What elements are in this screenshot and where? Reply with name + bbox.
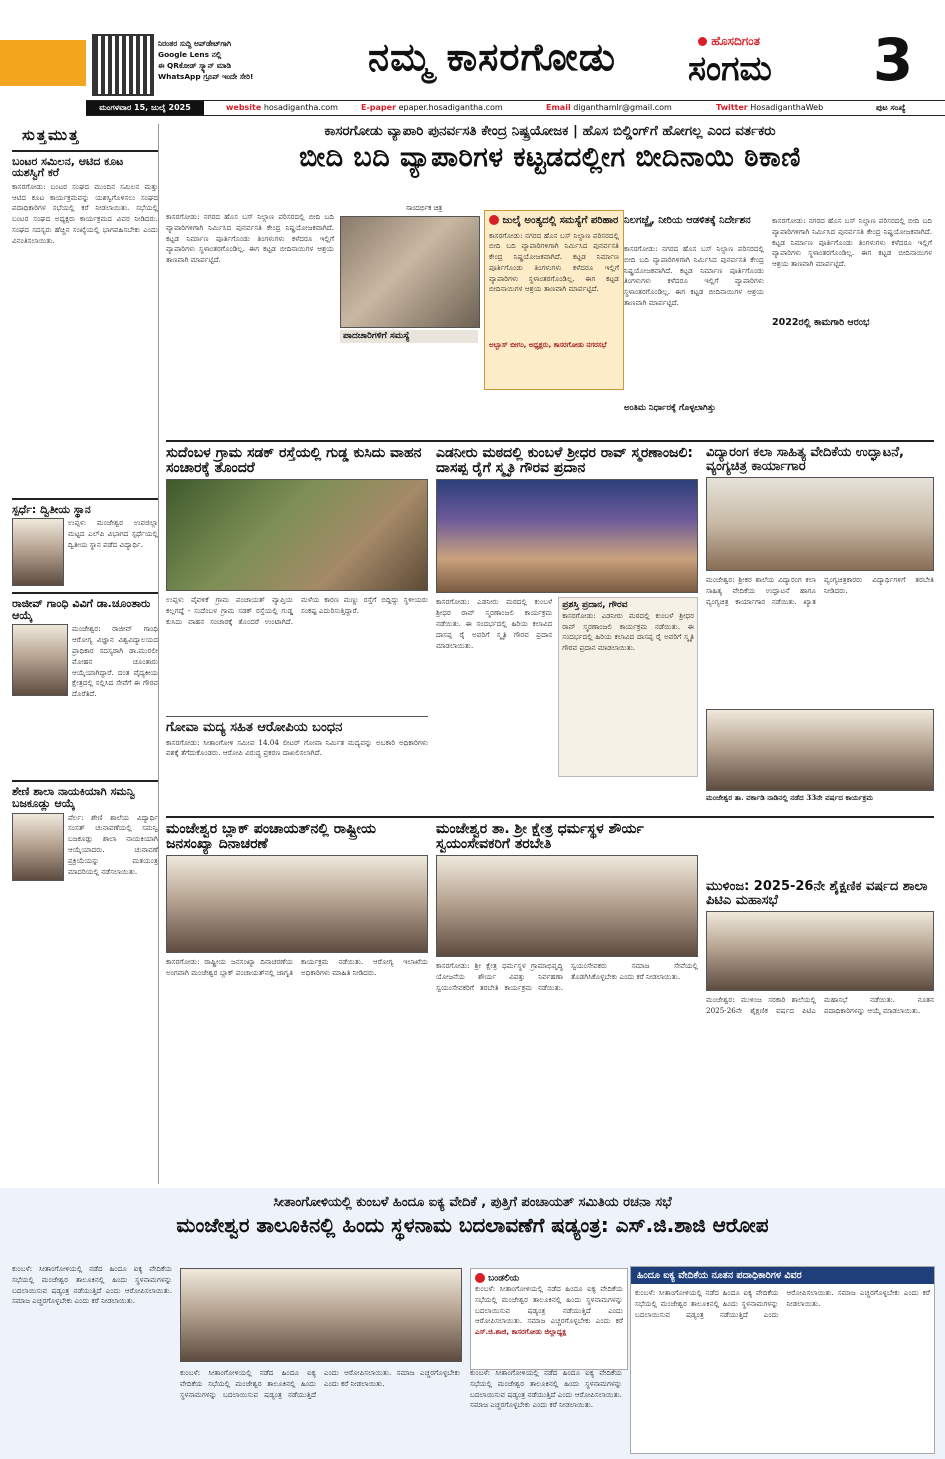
box-footer: ಅಬ್ಬಾಸ್ ಬೀಗಂ, ಅಧ್ಯಕ್ಷರು, ಕಾಸರಗೋಡು ನಗರಸಭೆ <box>489 340 607 349</box>
award-box-body: ಕಾಸರಗೋಡು: ಎಡನೀರು ಮಠದಲ್ಲಿ ಕುಂಬಳೆ ಶ್ರೀಧರ ರಾವ್ ಸ್ಮರಣಾಂಜಲಿ ಕಾರ್ಯಕ್ರಮ ನಡೆಯಿತು. ಈ ಸಂದರ್ಭದಲ್ಲಿ ಹಿರಿಯ ಕಲಾವಿದ ದಾಸಪ್ಪ ರೈ ಅವರಿಗೆ ಸ್ಮೃತಿ ಗೌರವ ಪ್ರದಾನ ಮಾಡಲಾಯಿತು. <box>562 610 694 653</box>
masthead-title: ನಮ್ಮ ಕಾಸರಗೋಡು <box>367 35 616 79</box>
lead-subhead: ನಿಲಗಜ್ಜೈ, ನೀರಿಯ ಆಡಳಿತಕ್ಕೆ ನಿರ್ದೇಶನ <box>624 215 751 226</box>
award-box-title: ಪ್ರಶಸ್ತಿ ಪ್ರದಾನ, ಗೌರವ <box>562 600 628 611</box>
link-website[interactable] <box>226 101 338 115</box>
qr-note-line: WhatsApp ಗ್ರೂಪ್ ಇಂದೇ ಸೇರಿ! <box>158 72 254 82</box>
lead-subhead: ಪಾದಚಾರಿಗಳಿಗೆ ಸಮಸ್ಯೆ <box>340 330 478 343</box>
page-number: 3 <box>872 26 914 94</box>
sidebar-headline: ಬಂಟರ ಸಮಿಲನ, ಆಟಿದ ಕೂಟ ಯಶಸ್ವಿಗೆ ಕರೆ <box>12 154 124 180</box>
story-pta <box>706 880 934 1180</box>
story-headline: ಎಡನೀರು ಮಠದಲ್ಲಿ ಕುಂಬಳೆ ಶ್ರೀಧರ ರಾವ್ ಸ್ಮರಣಾಂಜಲಿ: ದಾಸಪ್ಪ ರೈಗೆ ಸ್ಮೃತಿ ಗೌರವ ಪ್ರದಾನ <box>436 445 693 476</box>
quote-box <box>470 1268 628 1370</box>
office-bearers-body: ಕುಂಬಳೆ: ಸೀತಾಂಗೋಳಿಯಲ್ಲಿ ನಡೆದ ಹಿಂದೂ ಐಕ್ಯ ವೇದಿಕೆಯ ಸಭೆಯಲ್ಲಿ ಮಂಜೇಶ್ವರ ತಾಲೂಕಿನಲ್ಲಿ ಹಿಂದು ಸ್ಥಳನಾಮಗಳನ್ನು ಬದಲಾಯಿಸುವ ಷಡ್ಯಂತ್ರ ನಡೆಯುತ್ತಿದೆ ಎಂದು ಆರೋಪಿಸಲಾಯಿತು. ಸಮಾಜ ಎಚ್ಚರಗೊಳ್ಳಬೇಕು ಎಂದು ಕರೆ ನೀಡಲಾಯಿತು. <box>635 1288 930 1319</box>
quote-icon <box>489 215 499 225</box>
story-edaneer <box>436 446 698 816</box>
link-label: Twitter <box>716 103 748 112</box>
volunteers-photo <box>436 855 698 957</box>
date-label: ಮಂಗಳವಾರ 15, ಜುಲೈ 2025 <box>86 101 204 115</box>
award-box <box>558 597 698 777</box>
bottom-body: ಕುಂಬಳೆ: ಸೀತಾಂಗೋಳಿಯಲ್ಲಿ ನಡೆದ ಹಿಂದೂ ಐಕ್ಯ ವೇದಿಕೆಯ ಸಭೆಯಲ್ಲಿ ಮಂಜೇಶ್ವರ ತಾಲೂಕಿನಲ್ಲಿ ಹಿಂದು ಸ್ಥಳನಾಮಗಳನ್ನು ಬದಲಾಯಿಸುವ ಷಡ್ಯಂತ್ರ ನಡೆಯುತ್ತಿದೆ ಎಂದು ಆರೋಪಿಸಲಾಯಿತು. ಸಮಾಜ ಎಚ್ಚರಗೊಳ್ಳಬೇಕು ಎಂದು ಕರೆ ನೀಡಲಾಯಿತು. <box>180 1368 460 1399</box>
sidebar-body: ಕಾಸರಗೋಡು: ಬಂಟರ ಸಂಘದ ಮುಂದಿನ ಸಮಿಲನ ಮತ್ತು ಆಟಿದ ಕೂಟ ಕಾರ್ಯಕ್ರಮವನ್ನು ಯಶಸ್ವಿಗೊಳಿಸಲು ಸಂಘದ ಪದಾಧಿಕಾರಿಗಳ ಸಭೆಯಲ್ಲಿ ಕರೆ ನೀಡಲಾಯಿತು. ಸಭೆಯಲ್ಲಿ ಬಂಟರ ಸಂಘದ ಅಧ್ಯಕ್ಷರು ಕಾರ್ಯಕ್ರಮದ ವಿವರ ನೀಡಿದರು. ಸಂಘದ ಸದಸ್ಯರು ಹೆಚ್ಚಿನ ಸಂಖ್ಯೆಯಲ್ಲಿ ಭಾಗವಹಿಸಬೇಕು ಎಂದು ವಿನಂತಿಸಲಾಯಿತು. <box>12 181 158 245</box>
sidebar-item <box>12 780 158 982</box>
quote-box-body: ಕುಂಬಳೆ: ಸೀತಾಂಗೋಳಿಯಲ್ಲಿ ನಡೆದ ಹಿಂದೂ ಐಕ್ಯ ವೇದಿಕೆಯ ಸಭೆಯಲ್ಲಿ ಮಂಜೇಶ್ವರ ತಾಲೂಕಿನಲ್ಲಿ ಹಿಂದು ಸ್ಥಳನಾಮಗಳನ್ನು ಬದಲಾಯಿಸುವ ಷಡ್ಯಂತ್ರ ನಡೆಯುತ್ತಿದೆ ಎಂದು ಆರೋಪಿಸಲಾಯಿತು. ಸಮಾಜ ಎಚ್ಚರಗೊಳ್ಳಬೇಕು ಎಂದು ಕರೆ <box>475 1283 623 1326</box>
meeting-hall-photo <box>180 1268 462 1362</box>
story-headline: ಗೋವಾ ಮದ್ಯ ಸಹಿತ ಆರೋಪಿಯ ಬಂಧನ <box>166 720 343 735</box>
sidebar-item <box>12 498 158 587</box>
brand-stripe <box>0 40 86 86</box>
ceremony-photo <box>436 479 698 593</box>
link-value: hosadigantha.com <box>263 103 338 112</box>
story-body: ಕಾಸರಗೋಡು: ಶ್ರೀ ಕ್ಷೇತ್ರ ಧರ್ಮಸ್ಥಳ ಗ್ರಾಮಾಭಿವೃದ್ಧಿ ಯೋಜನೆಯ ಶೌರ್ಯ ವಿಪತ್ತು ನಿರ್ವಹಣಾ ಸ್ವಯಂಸೇವಕರಿಗೆ ತರಬೇತಿ ಕಾರ್ಯಕ್ರಮ ನಡೆಯಿತು. ಸ್ವಯಂಸೇವಕರು ಸಮಾಜ ಸೇವೆಯಲ್ಲಿ ತೊಡಗಿಸಿಕೊಳ್ಳಬೇಕು ಎಂದು ಕರೆ ನೀಡಲಾಯಿತು. <box>436 961 698 992</box>
brand-dot-icon <box>698 37 707 46</box>
sidebar-item <box>12 592 158 774</box>
link-epaper[interactable] <box>361 101 503 115</box>
link-email[interactable] <box>546 101 672 115</box>
lead-story <box>166 124 934 436</box>
brand-small: ಹೊಸದಿಗಂತ <box>711 34 760 48</box>
bottom-body: ಕುಂಬಳೆ: ಸೀತಾಂಗೋಳಿಯಲ್ಲಿ ನಡೆದ ಹಿಂದೂ ಐಕ್ಯ ವೇದಿಕೆಯ ಸಭೆಯಲ್ಲಿ ಮಂಜೇಶ್ವರ ತಾಲೂಕಿನಲ್ಲಿ ಹಿಂದು ಸ್ಥಳನಾಮಗಳನ್ನು ಬದಲಾಯಿಸುವ ಷಡ್ಯಂತ್ರ ನಡೆಯುತ್ತಿದೆ ಎಂದು ಆರೋಪಿಸಲಾಯಿತು. ಸಮಾಜ ಎಚ್ಚರಗೊಳ್ಳಬೇಕು ಎಂದು ಕರೆ ನೀಡಲಾಯಿತು. <box>12 1264 172 1306</box>
story-headline: ಸುದೆಂಬಳ ಗ್ರಾಮ ಸಡಕ್ ರಸ್ತೆಯಲ್ಲಿ ಗುಡ್ಡ ಕುಸಿದು ವಾಹನ ಸಂಚಾರಕ್ಕೆ ತೊಂದರೆ <box>166 445 422 476</box>
hosadigantha-logo <box>698 34 760 49</box>
sidebar-body: ಮಂಜೇಶ್ವರ: ರಾಜೀವ್ ಗಾಂಧಿ ಆರೋಗ್ಯ ವಿಜ್ಞಾನ ವಿಶ್ವವಿದ್ಯಾಲಯದ ಪ್ರಾಧಿಕಾರ ಸದಸ್ಯರಾಗಿ ಡಾ.ಮುರಲೀ ಮೋಹನ ಚೂಂತಾರು ಆಯ್ಕೆಯಾಗಿದ್ದಾರೆ. ದಂತ ವೈದ್ಯಕೀಯ ಕ್ಷೇತ್ರದಲ್ಲಿ ಸಲ್ಲಿಸಿದ ಸೇವೆಗೆ ಈ ಗೌರವ ದೊರೆತಿದೆ. <box>72 624 158 699</box>
qr-code <box>92 34 154 96</box>
quote-box-title-text: ಬಂಡಲಿಯ <box>488 1273 520 1284</box>
sidebar-item <box>12 150 158 492</box>
lead-body: ಕಾಸರಗೋಡು: ನಗರದ ಹೊಸ ಬಸ್ ನಿಲ್ದಾಣ ಪರಿಸರದಲ್ಲಿ ಬೀದಿ ಬದಿ ವ್ಯಾಪಾರಿಗಳಿಗಾಗಿ ನಿರ್ಮಿಸಿದ ಪುನರ್ವಸತಿ ಕೇಂದ್ರ ನಿಷ್ಪ್ರಯೋಜಕವಾಗಿದೆ. ಕಟ್ಟಡ ನಿರ್ಮಾಣ ಪೂರ್ತಿಗೊಂಡು ತಿಂಗಳುಗಳು ಕಳೆದರೂ ಇಲ್ಲಿಗೆ ವ್ಯಾಪಾರಿಗಳು ಸ್ಥಳಾಂತರಗೊಂಡಿಲ್ಲ. ಈಗ ಕಟ್ಟಡ ಬೀದಿನಾಯಿಗಳ ಆಶ್ರಯ ತಾಣವಾಗಿ ಮಾರ್ಪಟ್ಟಿದೆ. <box>166 212 334 265</box>
bottom-story <box>0 1188 945 1459</box>
sidebar-headline: ಶೇಣಿ ಶಾಲಾ ನಾಯಕಿಯಾಗಿ ಸಮನ್ವಿ ಬಜಕೂಡ್ಲು ಆಯ್ಕೆ <box>12 785 135 811</box>
story-goa-liquor <box>166 716 428 817</box>
story-headline: ಮಂಜೇಶ್ವರ ಬ್ಲಾಕ್ ಪಂಚಾಯತ್‌ನಲ್ಲಿ ರಾಷ್ಟ್ರೀಯ ಜನಸಂಖ್ಯಾ ದಿನಾಚರಣೆ <box>166 821 377 852</box>
story-vidyaranga <box>706 446 934 816</box>
story-body: ಕಾಸರಗೋಡು: ಎಡನೀರು ಮಠದಲ್ಲಿ ಕುಂಬಳೆ ಶ್ರೀಧರ ರಾವ್ ಸ್ಮರಣಾಂಜಲಿ ಕಾರ್ಯಕ್ರಮ ನಡೆಯಿತು. ಈ ಸಂದರ್ಭದಲ್ಲಿ ಹಿರಿಯ ಕಲಾವಿದ ದಾಸಪ್ಪ ರೈ ಅವರಿಗೆ ಸ್ಮೃತಿ ಗೌರವ ಪ್ರದಾನ ಮಾಡಲಾಯಿತು. <box>436 597 553 650</box>
story-body: ಕಾಸರಗೋಡು: ರಾಷ್ಟ್ರೀಯ ಜನಸಂಖ್ಯಾ ದಿನಾಚರಣೆಯ ಅಂಗವಾಗಿ ಮಂಜೇಶ್ವರ ಬ್ಲಾಕ್ ಪಂಚಾಯತ್‌ನಲ್ಲಿ ಜಾಗೃತಿ ಕಾರ್ಯಕ್ರಮ ನಡೆಯಿತು. ಆರೋಗ್ಯ ಇಲಾಖೆಯ ಅಧಿಕಾರಿಗಳು ಮಾಹಿತಿ ನೀಡಿದರು. <box>166 957 428 978</box>
story-body: ಮಂಜೇಶ್ವರ: ಮುಳಿಂಜ ಸರಕಾರಿ ಶಾಲೆಯಲ್ಲಿ 2025-26ನೇ ಶೈಕ್ಷಣಿಕ ವರ್ಷದ ಪಿಟಿಎ ಮಹಾಸಭೆ ನಡೆಯಿತು. ನೂತನ ಪದಾಧಿಕಾರಿಗಳನ್ನು ಆಯ್ಕೆ ಮಾಡಲಾಯಿತು. <box>706 995 934 1016</box>
lead-photo <box>340 216 480 328</box>
quote-icon <box>475 1273 485 1283</box>
divider <box>166 816 934 818</box>
sidebar-body: ಪೆರ್ಲ: ಶೇಣಿ ಶಾಲೆಯ ವಿದ್ಯಾರ್ಥಿ ಸಂಸತ್ ಚುನಾವಣೆಯಲ್ಲಿ ಸಮನ್ವಿ ಬಜಕೂಡ್ಲು ಶಾಲಾ ನಾಯಕಿಯಾಗಿ ಆಯ್ಕೆಯಾದರು. ಚುನಾವಣೆ ಪ್ರಕ್ರಿಯೆಯನ್ನು ಮತಯಂತ್ರ ಮಾದರಿಯಲ್ಲಿ ನಡೆಸಲಾಯಿತು. <box>68 812 158 876</box>
bottom-kicker: ಸೀತಾಂಗೋಳಿಯಲ್ಲಿ ಕುಂಬಳೆ ಹಿಂದೂ ಐಕ್ಯ ವೇದಿಕೆ , ಪುತ್ತಿಗೆ ಪಂಚಾಯತ್ ಸಮಿತಿಯ ರಚನಾ ಸಭೆ <box>273 1195 672 1210</box>
lead-subhead: 2022ರಲ್ಲಿ ಕಾಮಗಾರಿ ಆರಂಭ <box>772 317 870 328</box>
box-title <box>489 215 619 227</box>
meeting-photo <box>166 855 428 953</box>
office-bearers-title: ಹಿಂದೂ ಐಕ್ಯ ವೇದಿಕೆಯ ನೂತನ ಪದಾಧಿಕಾರಿಗಳ ವಿವರ <box>631 1267 934 1284</box>
lead-subhead: ಅಂತಿಮ ನಿರ್ಧಾರಕ್ಕೆ ಗೊಳ್ಳಲಾಗಿತ್ತು <box>624 403 716 413</box>
story-shaurya <box>436 822 698 1182</box>
qr-note <box>158 38 308 82</box>
event-photo <box>706 709 934 791</box>
doctor-photo <box>12 624 68 696</box>
story-headline: ಮುಳಿಂಜ: 2025-26ನೇ ಶೈಕ್ಷಣಿಕ ವರ್ಷದ ಶಾಲಾ ಪಿಟಿಎ ಮಹಾಸಭೆ <box>706 879 928 908</box>
student-leader-photo <box>12 813 64 881</box>
pta-photo <box>706 911 934 991</box>
link-label: E-paper <box>361 103 397 112</box>
lead-headline: ಬೀದಿ ಬದಿ ವ್ಯಾಪಾರಿಗಳ ಕಟ್ಟಡದಲ್ಲೀಗ ಬೀದಿನಾಯಿ ಠಿಕಾಣಿ <box>299 142 801 174</box>
story-body: ಕಾಸರಗೋಡು: ಸೀತಾಂಗೋಳಿ ಸಮೀಪ 14.04 ಲೀಟರ್ ಗೋವಾ ನಿರ್ಮಿತ ಮದ್ಯವನ್ನು ಅಬಕಾರಿ ಅಧಿಕಾರಿಗಳು ವಶಕ್ಕೆ ತೆಗೆದುಕೊಂಡರು. ಆರೋಪಿ ವಿರುದ್ಧ ಪ್ರಕರಣ ದಾಖಲಿಸಲಾಗಿದೆ. <box>166 737 428 758</box>
pages-label: ಪುಟ ಸಂಖ್ಯೆ <box>876 103 906 112</box>
divider <box>166 440 934 442</box>
qr-note-line: ಈ QRಕೋಡ್ ಸ್ಕ್ಯಾನ್ ಮಾಡಿ <box>158 61 232 71</box>
qr-note-line: Google Lens ನಲ್ಲಿ <box>158 50 222 60</box>
box-title-text: ಜುಲೈ ಅಂತ್ಯದಲ್ಲಿ ಸಮಸ್ಯೆಗೆ ಪರಿಹಾರ <box>502 215 619 226</box>
link-value: epaper.hosadigantha.com <box>398 103 503 112</box>
link-label: website <box>226 103 262 112</box>
sidebar <box>12 124 159 1184</box>
quote-box-footer: ಎಸ್.ಜಿ.ಶಾಜಿ, ಕಾಸರಗೋಡು ಜಿಲ್ಲಾಧ್ಯಕ್ಷ <box>475 1327 567 1336</box>
bottom-headline: ಮಂಜೇಶ್ವರ ತಾಲೂಕಿನಲ್ಲಿ ಹಿಂದು ಸ್ಥಳನಾಮ ಬದಲಾವಣೆಗೆ ಷಡ್ಯಂತ್ರ: ಎಸ್.ಜಿ.ಶಾಜಿ ಆರೋಪ <box>176 1212 769 1237</box>
sidebar-section-title: ಸುತ್ತಮುತ್ತ <box>22 126 81 144</box>
quote-box-title <box>475 1273 623 1284</box>
photo-caption: ಮಂಜೇಶ್ವರ ತಾ. ವರ್ಕಾಡಿ ನಾಡಿನಲ್ಲಿ ನಡೆದ 33ನೇ ವರ್ಷದ ಕಾರ್ಯಕ್ರಮ <box>706 793 874 803</box>
link-twitter[interactable] <box>716 101 823 115</box>
story-body: ಮಂಜೇಶ್ವರ: ಶ್ರೀಕರ ಶಾಲೆಯ ವಿದ್ಯಾರಂಗ ಕಲಾ ಸಾಹಿತ್ಯ ವೇದಿಕೆಯ ಉದ್ಘಾಟನೆ ಹಾಗೂ ವ್ಯಂಗ್ಯಚಿತ್ರ ಕಾರ್ಯಾಗಾರ ನಡೆಯಿತು. ಖ್ಯಾತ ವ್ಯಂಗ್ಯಚಿತ್ರಕಾರರು ವಿದ್ಯಾರ್ಥಿಗಳಿಗೆ ತರಬೇತಿ ನೀಡಿದರು. <box>706 575 934 606</box>
lead-info-box <box>484 210 624 390</box>
bottom-body: ಕುಂಬಳೆ: ಸೀತಾಂಗೋಳಿಯಲ್ಲಿ ನಡೆದ ಹಿಂದೂ ಐಕ್ಯ ವೇದಿಕೆಯ ಸಭೆಯಲ್ಲಿ ಮಂಜೇಶ್ವರ ತಾಲೂಕಿನಲ್ಲಿ ಹಿಂದು ಸ್ಥಳನಾಮಗಳನ್ನು ಬದಲಾಯಿಸುವ ಷಡ್ಯಂತ್ರ ನಡೆಯುತ್ತಿದೆ ಎಂದು ಆರೋಪಿಸಲಾಯಿತು. ಸಮಾಜ ಎಚ್ಚರಗೊಳ್ಳಬೇಕು ಎಂದು ಕರೆ ನೀಡಲಾಯಿತು. <box>470 1368 622 1410</box>
story-population-day <box>166 822 428 1182</box>
link-value: HosadiganthaWeb <box>750 103 824 112</box>
sidebar-headline: ರಾಜೀವ್ ಗಾಂಧಿ ವಿವಿಗೆ ಡಾ.ಚೂಂತಾರು ಆಯ್ಕೆ <box>12 597 151 622</box>
story-headline: ವಿದ್ಯಾರಂಗ ಕಲಾ ಸಾಹಿತ್ಯ ವೇದಿಕೆಯ ಉದ್ಘಾಟನೆ, ವ್ಯಂಗ್ಯಚಿತ್ರ ಕಾರ್ಯಾಗಾರ <box>706 445 904 474</box>
date-bar <box>86 100 945 116</box>
link-value: diganthamlr@gmail.com <box>573 103 672 112</box>
masthead <box>0 0 945 118</box>
sidebar-body: ಉಪ್ಪಳ: ಮಂಜೇಶ್ವರ ಉಪಜಿಲ್ಲಾ ಮಟ್ಟದ ಎಲ್‌ಪಿ ವಿಭಾಗದ ಸ್ಪರ್ಧೆಯಲ್ಲಿ ದ್ವಿತೀಯ ಸ್ಥಾನ ಪಡೆದ ವಿದ್ಯಾರ್ಥಿ. <box>68 518 158 549</box>
lead-body: ಕಾಸರಗೋಡು: ನಗರದ ಹೊಸ ಬಸ್ ನಿಲ್ದಾಣ ಪರಿಸರದಲ್ಲಿ ಬೀದಿ ಬದಿ ವ್ಯಾಪಾರಿಗಳಿಗಾಗಿ ನಿರ್ಮಿಸಿದ ಪುನರ್ವಸತಿ ಕೇಂದ್ರ ನಿಷ್ಪ್ರಯೋಜಕವಾಗಿದೆ. ಕಟ್ಟಡ ನಿರ್ಮಾಣ ಪೂರ್ತಿಗೊಂಡು ತಿಂಗಳುಗಳು ಕಳೆದರೂ ಇಲ್ಲಿಗೆ ವ್ಯಾಪಾರಿಗಳು ಸ್ಥಳಾಂತರಗೊಂಡಿಲ್ಲ. ಈಗ ಕಟ್ಟಡ ಬೀದಿನಾಯಿಗಳ ಆಶ್ರಯ ತಾಣವಾಗಿ ಮಾರ್ಪಟ್ಟಿದೆ. <box>624 244 764 307</box>
sidebar-headline: ಸ್ಪರ್ಧೆ: ದ್ವಿತೀಯ ಸ್ಥಾನ <box>12 502 91 516</box>
story-body: ಉಪ್ಪಳ: ಪೈವಳಿಕೆ ಗ್ರಾಮ ಪಂಚಾಯತ್ ವ್ಯಾಪ್ತಿಯ ಕಲ್ಲಗದ್ದೆ - ಸುದೆಂಬಳ ಗ್ರಾಮ ಸಡಕ್ ರಸ್ತೆಯಲ್ಲಿ ಗುಡ್ಡ ಕುಸಿದು ವಾಹನ ಸಂಚಾರಕ್ಕೆ ತೊಂದರೆ ಉಂಟಾಗಿದೆ. ಮಳೆಯ ಕಾರಣ ಮಣ್ಣು ರಸ್ತೆಗೆ ಬಿದ್ದಿದ್ದು ಸ್ಥಳೀಯರು ಸಂಕಷ್ಟ ಎದುರಿಸುತ್ತಿದ್ದಾರೆ. <box>166 595 428 626</box>
student-photo <box>12 518 64 586</box>
box-body: ಕಾಸರಗೋಡು: ನಗರದ ಹೊಸ ಬಸ್ ನಿಲ್ದಾಣ ಪರಿಸರದಲ್ಲಿ ಬೀದಿ ಬದಿ ವ್ಯಾಪಾರಿಗಳಿಗಾಗಿ ನಿರ್ಮಿಸಿದ ಪುನರ್ವಸತಿ ಕೇಂದ್ರ ನಿಷ್ಪ್ರಯೋಜಕವಾಗಿದೆ. ಕಟ್ಟಡ ನಿರ್ಮಾಣ ಪೂರ್ತಿಗೊಂಡು ತಿಂಗಳುಗಳು ಕಳೆದರೂ ಇಲ್ಲಿಗೆ ವ್ಯಾಪಾರಿಗಳು ಸ್ಥಳಾಂತರಗೊಂಡಿಲ್ಲ. ಈಗ ಕಟ್ಟಡ ಬೀದಿನಾಯಿಗಳ ಆಶ್ರಯ ತಾಣವಾಗಿ ಮಾರ್ಪಟ್ಟಿದೆ. <box>489 230 619 294</box>
brand-large: ಸಂಗಮ <box>688 49 772 89</box>
lead-photo-caption: ಸಾಂದರ್ಭಿಕ ಚಿತ್ರ <box>406 204 443 212</box>
lead-kicker: ಕಾಸರಗೋಡು ವ್ಯಾಪಾರಿ ಪುನರ್ವಸತಿ ಕೇಂದ್ರ ನಿಷ್ಪ್ರಯೋಜಕ | ಹೊಸ ಬಿಲ್ಡಿಂಗ್‌ಗೆ ಹೋಗಲ್ಲ ಎಂದ ವರ್ತಕರು <box>324 123 776 139</box>
story-landslide <box>166 446 428 706</box>
landslide-photo <box>166 479 428 591</box>
lead-body: ಕಾಸರಗೋಡು: ನಗರದ ಹೊಸ ಬಸ್ ನಿಲ್ದಾಣ ಪರಿಸರದಲ್ಲಿ ಬೀದಿ ಬದಿ ವ್ಯಾಪಾರಿಗಳಿಗಾಗಿ ನಿರ್ಮಿಸಿದ ಪುನರ್ವಸತಿ ಕೇಂದ್ರ ನಿಷ್ಪ್ರಯೋಜಕವಾಗಿದೆ. ಕಟ್ಟಡ ನಿರ್ಮಾಣ ಪೂರ್ತಿಗೊಂಡು ತಿಂಗಳುಗಳು ಕಳೆದರೂ ಇಲ್ಲಿಗೆ ವ್ಯಾಪಾರಿಗಳು ಸ್ಥಳಾಂತರಗೊಂಡಿಲ್ಲ. ಈಗ ಕಟ್ಟಡ ಬೀದಿನಾಯಿಗಳ ಆಶ್ರಯ ತಾಣವಾಗಿ ಮಾರ್ಪಟ್ಟಿದೆ. <box>772 216 932 269</box>
workshop-photo <box>706 477 934 571</box>
link-label: Email <box>546 103 571 112</box>
qr-note-line: ನಿರಂತರ ಸುದ್ದಿ ಅಪ್‌ಡೇಟ್‌ಗಾಗಿ <box>158 39 232 48</box>
story-headline: ಮಂಜೇಶ್ವರ ತಾ. ಶ್ರೀ ಕ್ಷೇತ್ರ ಧರ್ಮಸ್ಥಳ ಶೌರ್ಯ ಸ್ವಯಂಸೇವಕರಿಗೆ ತರಬೇತಿ <box>436 821 644 852</box>
office-bearers-box <box>630 1266 935 1454</box>
